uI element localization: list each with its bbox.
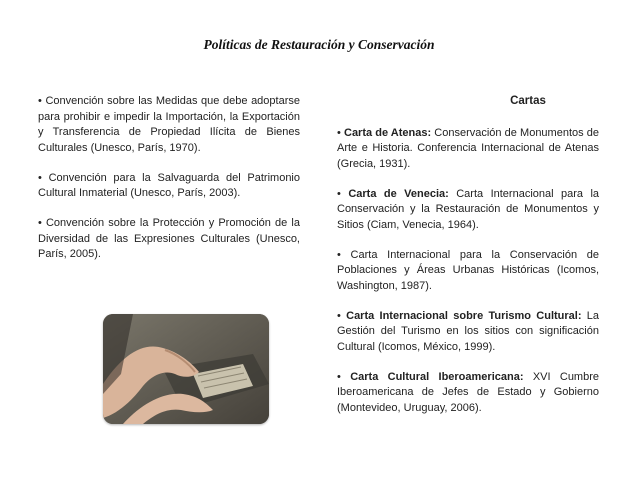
bullet: • [337, 187, 341, 200]
carta-iberoamericana-text: XVI Cumbre Iberoamericana de Jefes de Estado y Gobierno (Montevideo, Uruguay, 2006). [337, 370, 599, 414]
cartas-heading: Cartas [510, 95, 546, 107]
carta-venecia [337, 187, 599, 234]
carta-washington [337, 248, 599, 295]
carta-iberoamericana-title: Carta Cultural Iberoamericana: [350, 370, 524, 383]
carta-turismo [337, 309, 599, 356]
bullet: • [337, 309, 341, 322]
carta-venecia-text: Carta Internacional para la Conservación y la Restauración de Monumentos y Sitios (Ciam, Venecia, 1964). [337, 187, 600, 231]
convencion-2005: • Convención sobre la Protección y Promoción de la Diversidad de las Expresiones Culturales (Unesco, París, 2005). [38, 217, 300, 260]
carta-turismo-text: La Gestión del Turismo en los sitios con significación Cultural (Icomos, México, 1999). [337, 309, 599, 353]
convencion-1970: • Convención sobre las Medidas que debe adoptarse para prohibir e impedir la Importación, la Exportación y Transferencia de Propiedad Ilícita de Bienes Culturales (Unesco, París, 1970). [38, 95, 300, 154]
carta-venecia-title: Carta de Venecia: [348, 187, 449, 200]
carta-atenas [337, 126, 599, 173]
bullet: • [337, 248, 341, 261]
carta-atenas-text: Conservación de Monumentos de Arte e Historia. Conferencia Internacional de Atenas (Grecia, 1931). [337, 126, 599, 170]
cartas-column [337, 94, 599, 431]
convenciones-column [38, 94, 300, 277]
carta-washington-text: Carta Internacional para la Conservación de Poblaciones y Áreas Urbanas Históricas (Icomos, Washington, 1987). [337, 248, 599, 292]
bullet: • [337, 126, 341, 139]
convencion-2003: • Convención para la Salvaguarda del Patrimonio Cultural Inmaterial (Unesco, París, 2003). [38, 171, 300, 199]
bullet: • [337, 370, 341, 383]
hands-restoring-document-icon [103, 314, 269, 424]
carta-iberoamericana [337, 370, 599, 417]
restoration-photo [103, 314, 269, 424]
carta-atenas-title: Carta de Atenas: [344, 126, 432, 139]
carta-turismo-title: Carta Internacional sobre Turismo Cultural: [346, 309, 582, 322]
page-title: Políticas de Restauración y Conservación [203, 37, 435, 52]
